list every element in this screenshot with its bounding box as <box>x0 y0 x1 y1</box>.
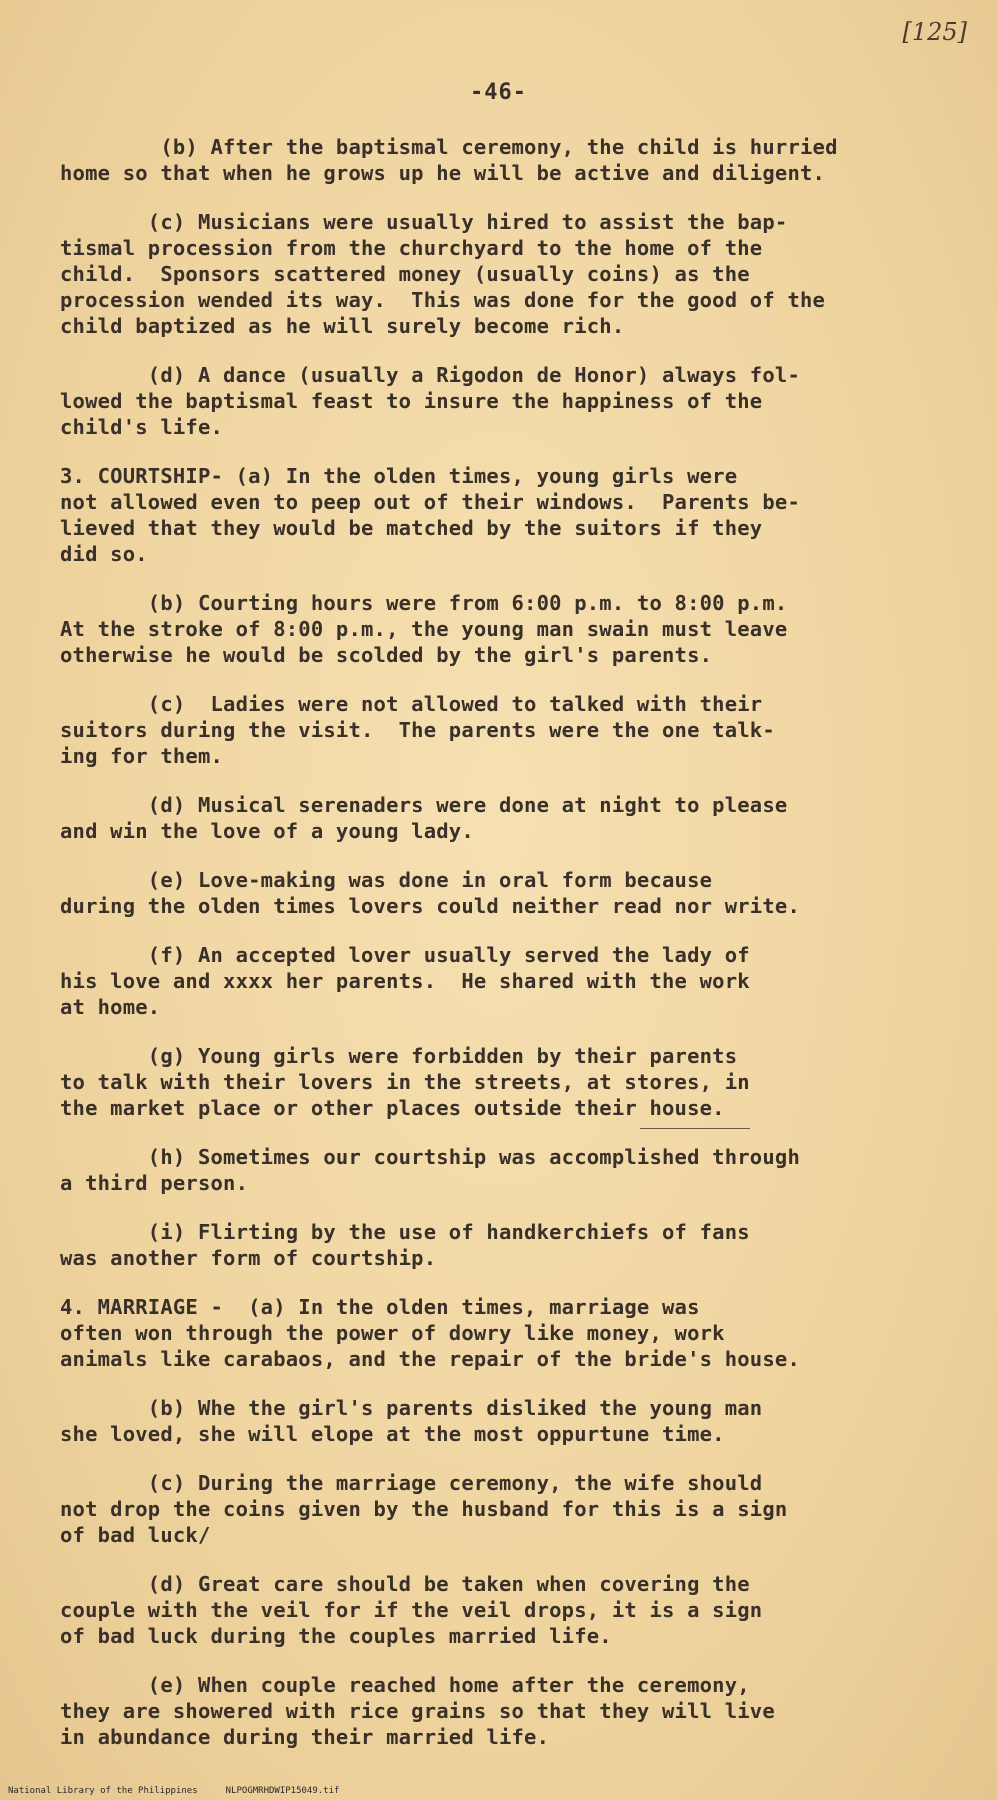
text-line: they are showered with rice grains so that they will live <box>60 1699 775 1723</box>
text-line: (b) After the baptismal ceremony, the child is hurried <box>60 135 838 159</box>
text-line: home so that when he grows up he will be active and diligent. <box>60 161 826 185</box>
paragraph-s4b <box>60 1395 960 1447</box>
paragraph-s4c <box>60 1470 960 1548</box>
text-line: At the stroke of 8:00 p.m., the young man swain must leave <box>60 617 788 641</box>
text-line: 3. COURTSHIP- (a) In the olden times, young girls were <box>60 464 738 488</box>
paragraph-d1 <box>60 362 960 440</box>
paragraph-s4d <box>60 1571 960 1649</box>
text-line: (f) An accepted lover usually served the lady of <box>60 943 750 967</box>
paragraph-s3b <box>60 590 960 668</box>
text-line: tismal procession from the churchyard to the home of the <box>60 236 763 260</box>
text-line: to talk with their lovers in the streets, at stores, in <box>60 1070 750 1094</box>
text-line: lowed the baptismal feast to insure the happiness of the <box>60 389 763 413</box>
text-line: animals like carabaos, and the repair of the bride's house. <box>60 1347 800 1371</box>
stray-mark <box>640 1128 750 1129</box>
text-line: child. Sponsors scattered money (usually coins) as the <box>60 262 750 286</box>
text-line: (b) Whe the girl's parents disliked the young man <box>60 1396 763 1420</box>
text-line: in abundance during their married life. <box>60 1725 550 1749</box>
footer-file: NLPOGMRHDWIP15049.tif <box>225 1786 340 1796</box>
text-line: lieved that they would be matched by the suitors if they <box>60 516 763 540</box>
paragraph-c1 <box>60 209 960 339</box>
text-line: was another form of courtship. <box>60 1246 437 1270</box>
text-line: (c) Ladies were not allowed to talked with their <box>60 692 763 716</box>
footer-library: National Library of the Philippines <box>8 1786 198 1796</box>
paragraph-s3h <box>60 1144 960 1196</box>
text-line: ing for them. <box>60 744 224 768</box>
page-number: -46- <box>470 80 527 105</box>
text-line: of bad luck during the couples married life. <box>60 1624 612 1648</box>
text-line: (d) A dance (usually a Rigodon de Honor) always fol- <box>60 363 800 387</box>
text-line: (b) Courting hours were from 6:00 p.m. to 8:00 p.m. <box>60 591 788 615</box>
text-line: (c) During the marriage ceremony, the wife should <box>60 1471 763 1495</box>
paragraph-s3d <box>60 792 960 844</box>
text-line: and win the love of a young lady. <box>60 819 474 843</box>
text-line: procession wended its way. This was done for the good of the <box>60 288 826 312</box>
document-body <box>60 134 960 1773</box>
paragraph-s4e <box>60 1672 960 1750</box>
paragraph-b1 <box>60 134 960 186</box>
paragraph-s3f <box>60 942 960 1020</box>
footer <box>8 1786 339 1796</box>
text-line: not allowed even to peep out of their windows. Parents be- <box>60 490 800 514</box>
text-line: (e) Love-making was done in oral form because <box>60 868 713 892</box>
text-line: a third person. <box>60 1171 249 1195</box>
text-line: (h) Sometimes our courtship was accomplished through <box>60 1145 800 1169</box>
paragraph-s3c <box>60 691 960 769</box>
text-line: child's life. <box>60 415 224 439</box>
text-line: during the olden times lovers could neither read nor write. <box>60 894 800 918</box>
text-line: of bad luck/ <box>60 1523 211 1547</box>
text-line: she loved, she will elope at the most oppurtune time. <box>60 1422 725 1446</box>
text-line: 4. MARRIAGE - (a) In the olden times, marriage was <box>60 1295 700 1319</box>
handwritten-annotation: [125] <box>902 18 967 46</box>
text-line: his love and xxxx her parents. He shared with the work <box>60 969 750 993</box>
text-line: did so. <box>60 542 148 566</box>
paragraph-s3a <box>60 463 960 567</box>
text-line: (c) Musicians were usually hired to assist the bap- <box>60 210 788 234</box>
text-line: often won through the power of dowry like money, work <box>60 1321 725 1345</box>
text-line: not drop the coins given by the husband for this is a sign <box>60 1497 788 1521</box>
text-line: (e) When couple reached home after the ceremony, <box>60 1673 750 1697</box>
text-line: otherwise he would be scolded by the girl's parents. <box>60 643 713 667</box>
text-line: (i) Flirting by the use of handkerchiefs of fans <box>60 1220 750 1244</box>
paragraph-s4a <box>60 1294 960 1372</box>
paragraph-s3g <box>60 1043 960 1121</box>
text-line: suitors during the visit. The parents were the one talk- <box>60 718 775 742</box>
text-line: child baptized as he will surely become rich. <box>60 314 625 338</box>
text-line: couple with the veil for if the veil drops, it is a sign <box>60 1598 763 1622</box>
paragraph-s3i <box>60 1219 960 1271</box>
paragraph-s3e <box>60 867 960 919</box>
text-line: at home. <box>60 995 161 1019</box>
text-line: (d) Musical serenaders were done at night to please <box>60 793 788 817</box>
text-line: (d) Great care should be taken when covering the <box>60 1572 750 1596</box>
text-line: (g) Young girls were forbidden by their parents <box>60 1044 738 1068</box>
text-line: the market place or other places outside their house. <box>60 1096 725 1120</box>
